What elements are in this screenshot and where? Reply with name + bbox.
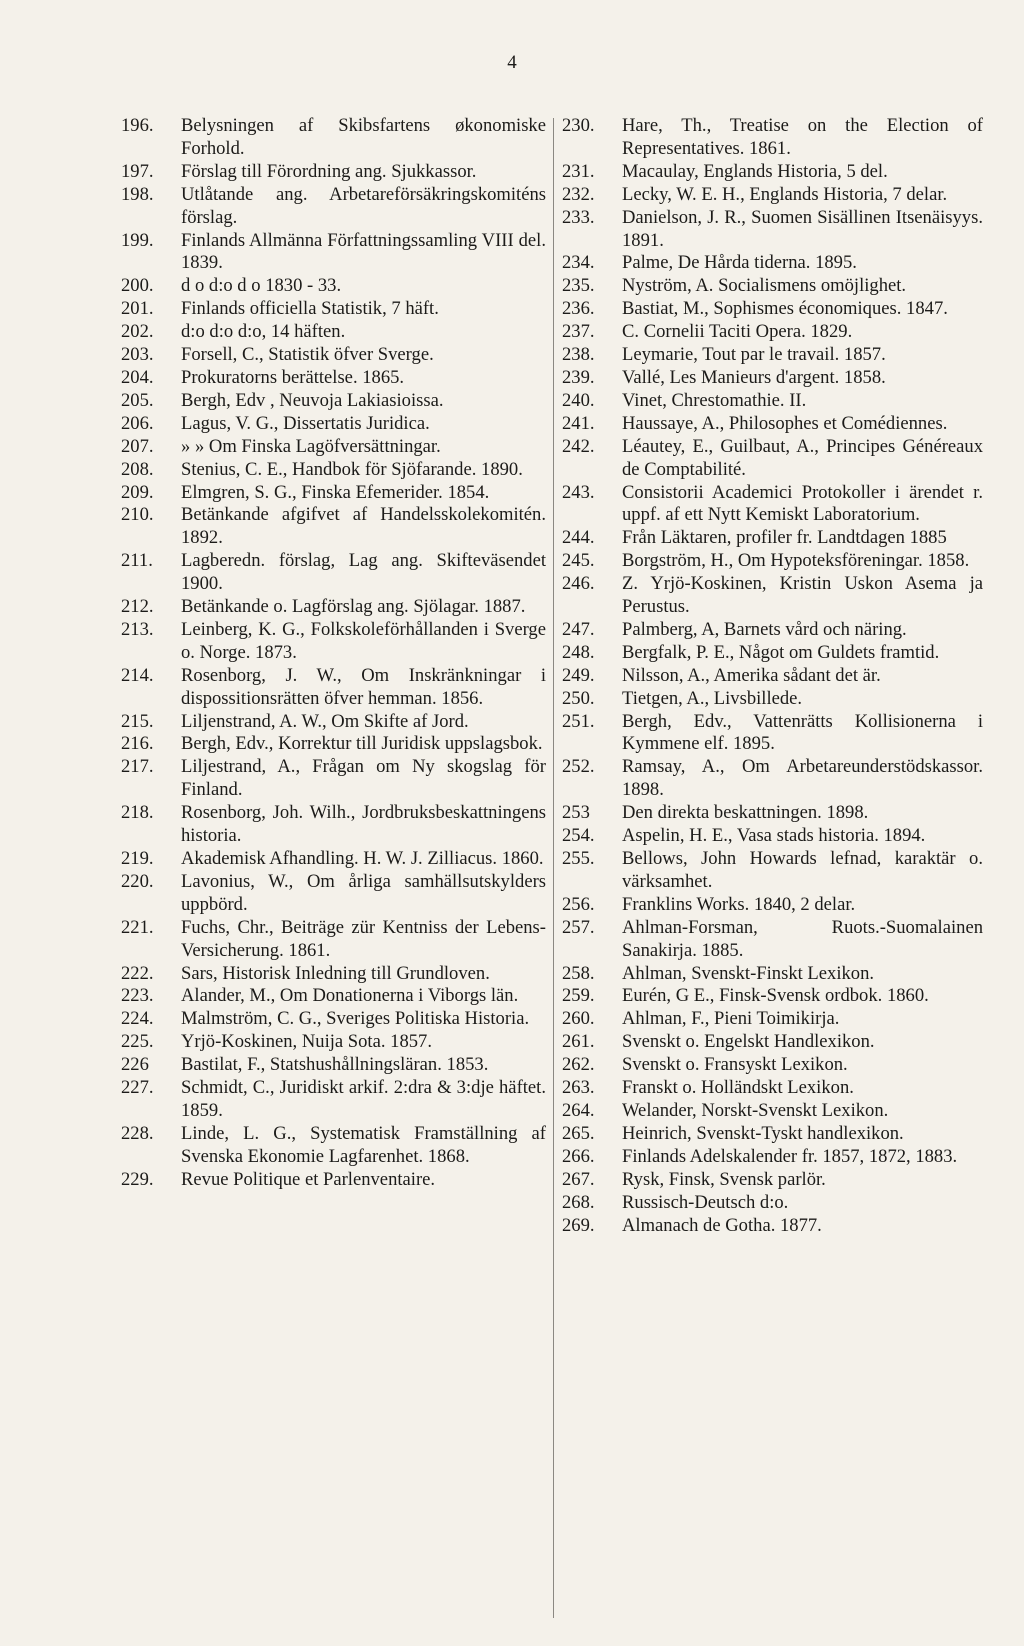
entry-text: Prokuratorns berättelse. 1865. bbox=[181, 366, 405, 388]
entry-number: 216. bbox=[121, 733, 154, 755]
entry-number: 239. bbox=[562, 366, 595, 388]
catalog-entry bbox=[562, 115, 983, 161]
entry-text: Vinet, Chrestomathie. II. bbox=[622, 389, 807, 411]
entry-text: Aspelin, H. E., Vasa stads historia. 1894. bbox=[622, 825, 926, 847]
entry-text: Finlands Allmänna Författningssamling VIII del. 1839. bbox=[181, 229, 546, 274]
entry-text: Léautey, E., Guilbaut, A., Principes Généreaux de Comptabilité. bbox=[622, 435, 983, 480]
entry-number: 234. bbox=[562, 252, 595, 274]
entry-text: Akademisk Afhandling. H. W. J. Zilliacus. 1860. bbox=[181, 848, 544, 869]
entry-text: Bergfalk, P. E., Något om Guldets framtid. bbox=[622, 641, 940, 663]
entry-number: 249. bbox=[562, 664, 595, 686]
catalog-entry bbox=[562, 184, 983, 207]
catalog-entry bbox=[121, 436, 546, 459]
catalog-entry bbox=[121, 504, 546, 550]
entry-text: Russisch-Deutsch d:o. bbox=[622, 1191, 789, 1213]
catalog-entry bbox=[562, 1192, 983, 1215]
catalog-entry bbox=[562, 1054, 983, 1077]
entry-text: Rosenborg, Joh. Wilh., Jordbruksbeskattningens historia. bbox=[181, 802, 546, 847]
entry-text: Hare, Th., Treatise on the Election of Representatives. 1861. bbox=[622, 115, 983, 159]
catalog-entry bbox=[562, 1215, 983, 1238]
entry-text: Z. Yrjö-Koskinen, Kristin Uskon Asema ja Perustus. bbox=[622, 573, 983, 618]
entry-number: 244. bbox=[562, 527, 595, 549]
catalog-entry bbox=[121, 733, 546, 756]
entry-number: 209. bbox=[121, 481, 154, 503]
catalog-entry bbox=[562, 917, 983, 963]
entry-text: Macaulay, Englands Historia, 5 del. bbox=[622, 160, 888, 182]
entry-number: 269. bbox=[562, 1214, 595, 1236]
catalog-entry bbox=[562, 985, 983, 1008]
catalog-entry bbox=[121, 756, 546, 802]
entry-text: Almanach de Gotha. 1877. bbox=[622, 1214, 822, 1236]
entry-text: Nilsson, A., Amerika sådant det är. bbox=[622, 664, 881, 686]
entry-text: Finlands Adelskalender fr. 1857, 1872, 1883. bbox=[622, 1145, 958, 1167]
catalog-entry bbox=[562, 688, 983, 711]
catalog-entry bbox=[562, 344, 983, 367]
entry-text: d o d:o d o 1830 - 33. bbox=[181, 275, 342, 297]
entry-number: 210. bbox=[121, 504, 154, 526]
entry-text: Lagberedn. förslag, Lag ang. Skifteväsendet 1900. bbox=[181, 550, 546, 595]
entry-number: 260. bbox=[562, 1008, 595, 1030]
catalog-entry bbox=[562, 963, 983, 986]
entry-text: Liljenstrand, A. W., Om Skifte af Jord. bbox=[181, 710, 469, 732]
entry-text: Betänkande o. Lagförslag ang. Sjölagar. 1887. bbox=[181, 596, 526, 618]
entry-text: Betänkande afgifvet af Handelsskolekomitén. 1892. bbox=[181, 504, 546, 549]
entry-number: 241. bbox=[562, 412, 595, 434]
entry-number: 222. bbox=[121, 962, 154, 984]
entry-number: 196. bbox=[121, 115, 154, 136]
catalog-entry bbox=[121, 665, 546, 711]
entry-number: 250. bbox=[562, 687, 595, 709]
catalog-entry bbox=[562, 161, 983, 184]
entry-number: 204. bbox=[121, 366, 154, 388]
entry-number: 215. bbox=[121, 710, 154, 732]
entry-number: 267. bbox=[562, 1168, 595, 1190]
entry-number: 235. bbox=[562, 275, 595, 297]
entry-number: 217. bbox=[121, 756, 154, 778]
catalog-entry bbox=[562, 1146, 983, 1169]
entry-text: Schmidt, C., Juridiskt arkif. 2:dra & 3:dje häftet. 1859. bbox=[181, 1077, 546, 1121]
entry-text: Ahlman, F., Pieni Toimikirja. bbox=[622, 1008, 840, 1030]
catalog-entry bbox=[562, 390, 983, 413]
entry-number: 265. bbox=[562, 1122, 595, 1144]
entry-number: 232. bbox=[562, 183, 595, 205]
catalog-entry bbox=[121, 230, 546, 276]
entry-number: 218. bbox=[121, 802, 154, 824]
entry-number: 254. bbox=[562, 825, 595, 847]
catalog-entry bbox=[562, 825, 983, 848]
entry-text: Svenskt o. Engelskt Handlexikon. bbox=[622, 1031, 875, 1053]
catalog-entry bbox=[562, 298, 983, 321]
entry-number: 198. bbox=[121, 183, 154, 205]
entry-text: Nyström, A. Socialismens omöjlighet. bbox=[622, 275, 907, 297]
catalog-entry bbox=[562, 252, 983, 275]
entry-number: 233. bbox=[562, 206, 595, 228]
page-number: 4 bbox=[507, 52, 517, 73]
entry-number: 236. bbox=[562, 298, 595, 320]
catalog-entry bbox=[562, 1031, 983, 1054]
entry-number: 212. bbox=[121, 596, 154, 618]
catalog-entry bbox=[121, 459, 546, 482]
entry-number: 257. bbox=[562, 916, 595, 938]
entry-number: 226 bbox=[121, 1054, 149, 1076]
entry-text: Bergh, Edv., Korrektur till Juridisk uppslagsbok. bbox=[181, 733, 543, 755]
entry-number: 202. bbox=[121, 321, 154, 343]
catalog-entry bbox=[562, 367, 983, 390]
catalog-entry bbox=[562, 1008, 983, 1031]
entry-number: 206. bbox=[121, 412, 154, 434]
catalog-entry bbox=[121, 367, 546, 390]
catalog-entry bbox=[121, 963, 546, 986]
entry-number: 223. bbox=[121, 985, 154, 1007]
entry-number: 237. bbox=[562, 321, 595, 343]
entry-number: 248. bbox=[562, 641, 595, 663]
entry-number: 225. bbox=[121, 1031, 154, 1053]
entry-text: Haussaye, A., Philosophes et Comédiennes. bbox=[622, 412, 948, 434]
entry-number: 266. bbox=[562, 1145, 595, 1167]
entry-number: 211. bbox=[121, 550, 153, 572]
catalog-entry bbox=[121, 413, 546, 436]
entry-text: Fuchs, Chr., Beiträge zür Kentniss der Lebens-Versicherung. 1861. bbox=[181, 916, 546, 961]
catalog-entry bbox=[121, 985, 546, 1008]
catalog-entry bbox=[121, 596, 546, 619]
entry-text: Förslag till Förordning ang. Sjukkassor. bbox=[181, 160, 477, 182]
entry-number: 245. bbox=[562, 550, 595, 572]
entry-number: 219. bbox=[121, 848, 154, 869]
entry-number: 243. bbox=[562, 481, 595, 503]
entry-text: Från Läktaren, profiler fr. Landtdagen 1885 bbox=[622, 527, 947, 549]
entry-text: Vallé, Les Manieurs d'argent. 1858. bbox=[622, 366, 886, 388]
catalog-entry bbox=[562, 275, 983, 298]
entry-number: 221. bbox=[121, 916, 154, 938]
entry-text: Alander, M., Om Donationerna i Viborgs län. bbox=[181, 985, 519, 1007]
entry-number: 203. bbox=[121, 344, 154, 366]
entry-number: 213. bbox=[121, 618, 154, 640]
catalog-entry bbox=[562, 573, 983, 619]
entry-number: 199. bbox=[121, 229, 154, 251]
catalog-entry bbox=[562, 802, 983, 825]
entry-number: 220. bbox=[121, 870, 154, 892]
entry-text: Borgström, H., Om Hypoteksföreningar. 1858. bbox=[622, 550, 970, 572]
entry-text: Palmberg, A, Barnets vård och näring. bbox=[622, 618, 907, 640]
catalog-entry bbox=[562, 436, 983, 482]
entry-number: 253 bbox=[562, 802, 590, 824]
entry-number: 214. bbox=[121, 664, 154, 686]
entry-text: Franklins Works. 1840, 2 delar. bbox=[622, 893, 856, 915]
catalog-entry bbox=[121, 1123, 546, 1169]
entry-number: 205. bbox=[121, 389, 154, 411]
entry-number: 231. bbox=[562, 160, 595, 182]
catalog-entry bbox=[121, 390, 546, 413]
entry-number: 227. bbox=[121, 1077, 154, 1099]
column-divider bbox=[553, 118, 554, 1618]
entry-text: Leinberg, K. G., Folkskoleförhållanden i Sverge o. Norge. 1873. bbox=[181, 618, 546, 663]
entry-text: Revue Politique et Parlenventaire. bbox=[181, 1168, 436, 1190]
catalog-entry bbox=[562, 665, 983, 688]
catalog-entry bbox=[121, 298, 546, 321]
catalog-entry bbox=[562, 207, 983, 253]
catalog-entry bbox=[121, 275, 546, 298]
catalog-entry bbox=[121, 871, 546, 917]
entry-number: 268. bbox=[562, 1191, 595, 1213]
entry-text: Leymarie, Tout par le travail. 1857. bbox=[622, 344, 886, 366]
catalog-entry bbox=[562, 550, 983, 573]
entry-number: 263. bbox=[562, 1077, 595, 1099]
catalog-entry bbox=[562, 1169, 983, 1192]
entry-number: 246. bbox=[562, 573, 595, 595]
entry-text: Finlands officiella Statistik, 7 häft. bbox=[181, 298, 439, 320]
catalog-entry bbox=[121, 1008, 546, 1031]
entry-number: 200. bbox=[121, 275, 154, 297]
entry-text: Stenius, C. E., Handbok för Sjöfarande. 1890. bbox=[181, 458, 523, 480]
entry-text: Lavonius, W., Om årliga samhällsutskylders uppbörd. bbox=[181, 870, 546, 915]
entry-text: Bergh, Edv , Neuvoja Lakiasioissa. bbox=[181, 389, 444, 411]
entry-number: 261. bbox=[562, 1031, 595, 1053]
entry-text: Franskt o. Holländskt Lexikon. bbox=[622, 1077, 854, 1099]
entry-text: Linde, L. G., Systematisk Framställning af Svenska Ekonomie Lagfarenhet. 1868. bbox=[181, 1122, 546, 1167]
right-column bbox=[562, 115, 983, 1237]
catalog-entry bbox=[562, 642, 983, 665]
entry-number: 229. bbox=[121, 1168, 154, 1190]
entry-text: Ahlman-Forsman, Ruots.-Suomalainen Sanakirja. 1885. bbox=[622, 916, 983, 961]
entry-number: 238. bbox=[562, 344, 595, 366]
catalog-entry bbox=[562, 1100, 983, 1123]
catalog-entry bbox=[562, 756, 983, 802]
entry-text: Utlåtande ang. Arbetareförsäkringskomiténs förslag. bbox=[181, 183, 546, 228]
catalog-entry bbox=[121, 344, 546, 367]
catalog-entry bbox=[121, 321, 546, 344]
entry-number: 252. bbox=[562, 756, 595, 778]
catalog-entry bbox=[121, 711, 546, 734]
entry-number: 256. bbox=[562, 893, 595, 915]
entry-text: Yrjö-Koskinen, Nuija Sota. 1857. bbox=[181, 1031, 432, 1053]
catalog-entry bbox=[562, 1123, 983, 1146]
entry-text: Rosenborg, J. W., Om Inskränkningar i dispossitionsrätten öfver hemman. 1856. bbox=[181, 664, 546, 709]
entry-number: 251. bbox=[562, 710, 595, 732]
entry-text: Ramsay, A., Om Arbetareunderstödskassor. 1898. bbox=[622, 756, 983, 801]
entry-number: 197. bbox=[121, 160, 154, 182]
catalog-entry bbox=[121, 917, 546, 963]
catalog-entry bbox=[121, 161, 546, 184]
catalog-entry bbox=[121, 1031, 546, 1054]
entry-text: Svenskt o. Fransyskt Lexikon. bbox=[622, 1054, 848, 1076]
entry-number: 255. bbox=[562, 848, 595, 869]
catalog-entry bbox=[562, 527, 983, 550]
entry-text: Bastiat, M., Sophismes économiques. 1847. bbox=[622, 298, 948, 320]
entry-number: 201. bbox=[121, 298, 154, 320]
catalog-entry bbox=[562, 848, 983, 894]
entry-text: Sars, Historisk Inledning till Grundloven. bbox=[181, 962, 490, 984]
entry-text: Heinrich, Svenskt-Tyskt handlexikon. bbox=[622, 1122, 904, 1144]
entry-number: 247. bbox=[562, 618, 595, 640]
catalog-entry bbox=[121, 115, 546, 161]
catalog-entry bbox=[121, 482, 546, 505]
catalog-entry bbox=[562, 321, 983, 344]
catalog-entry bbox=[562, 619, 983, 642]
entry-number: 259. bbox=[562, 985, 595, 1007]
catalog-entry bbox=[121, 184, 546, 230]
entry-number: 262. bbox=[562, 1054, 595, 1076]
entry-text: Danielson, J. R., Suomen Sisällinen Itsenäisyys. 1891. bbox=[622, 206, 983, 251]
entry-number: 207. bbox=[121, 435, 154, 457]
entry-number: 258. bbox=[562, 962, 595, 984]
entry-text: d:o d:o d:o, 14 häften. bbox=[181, 321, 346, 343]
catalog-entry bbox=[562, 413, 983, 436]
catalog-entry bbox=[562, 894, 983, 917]
left-column bbox=[121, 115, 546, 1192]
catalog-entry bbox=[121, 848, 546, 871]
entry-text: Tietgen, A., Livsbillede. bbox=[622, 687, 803, 709]
entry-text: » » Om Finska Lagöfversättningar. bbox=[181, 435, 441, 457]
catalog-entry bbox=[121, 1054, 546, 1077]
catalog-entry bbox=[562, 1077, 983, 1100]
catalog-entry bbox=[121, 1077, 546, 1123]
entry-text: Ahlman, Svenskt-Finskt Lexikon. bbox=[622, 962, 875, 984]
catalog-entry bbox=[121, 802, 546, 848]
entry-number: 208. bbox=[121, 458, 154, 480]
entry-text: Welander, Norskt-Svenskt Lexikon. bbox=[622, 1099, 889, 1121]
entry-text: Malmström, C. G., Sveriges Politiska Historia. bbox=[181, 1008, 530, 1030]
entry-text: Den direkta beskattningen. 1898. bbox=[622, 802, 869, 824]
catalog-entry bbox=[121, 1169, 546, 1192]
entry-text: Eurén, G E., Finsk-Svensk ordbok. 1860. bbox=[622, 985, 929, 1007]
entry-number: 230. bbox=[562, 115, 595, 136]
entry-text: Bastilat, F., Statshushållningsläran. 1853. bbox=[181, 1054, 489, 1076]
entry-text: Lecky, W. E. H., Englands Historia, 7 delar. bbox=[622, 183, 948, 205]
entry-text: Palme, De Hårda tiderna. 1895. bbox=[622, 252, 857, 274]
entry-text: C. Cornelii Taciti Opera. 1829. bbox=[622, 321, 853, 343]
entry-number: 242. bbox=[562, 435, 595, 457]
entry-text: Belysningen af Skibsfartens økonomiske Forhold. bbox=[181, 115, 546, 159]
entry-text: Bergh, Edv., Vattenrätts Kollisionerna i Kymmene elf. 1895. bbox=[622, 710, 983, 755]
catalog-entry bbox=[121, 550, 546, 596]
catalog-entry bbox=[562, 711, 983, 757]
entry-number: 228. bbox=[121, 1122, 154, 1144]
entry-text: Consistorii Academici Protokoller i ärendet r. uppf. af ett Nytt Kemiskt Laboratorium. bbox=[622, 481, 983, 526]
catalog-entry bbox=[121, 619, 546, 665]
entry-text: Elmgren, S. G., Finska Efemerider. 1854. bbox=[181, 481, 490, 503]
entry-text: Bellows, John Howards lefnad, karaktär o. värksamhet. bbox=[622, 848, 983, 892]
entry-text: Lagus, V. G., Dissertatis Juridica. bbox=[181, 412, 430, 434]
catalog-entry bbox=[562, 482, 983, 528]
entry-text: Forsell, C., Statistik öfver Sverge. bbox=[181, 344, 434, 366]
entry-text: Rysk, Finsk, Svensk parlör. bbox=[622, 1168, 826, 1190]
entry-text: Liljestrand, A., Frågan om Ny skogslag för Finland. bbox=[181, 756, 546, 801]
entry-number: 264. bbox=[562, 1099, 595, 1121]
entry-number: 240. bbox=[562, 389, 595, 411]
entry-number: 224. bbox=[121, 1008, 154, 1030]
